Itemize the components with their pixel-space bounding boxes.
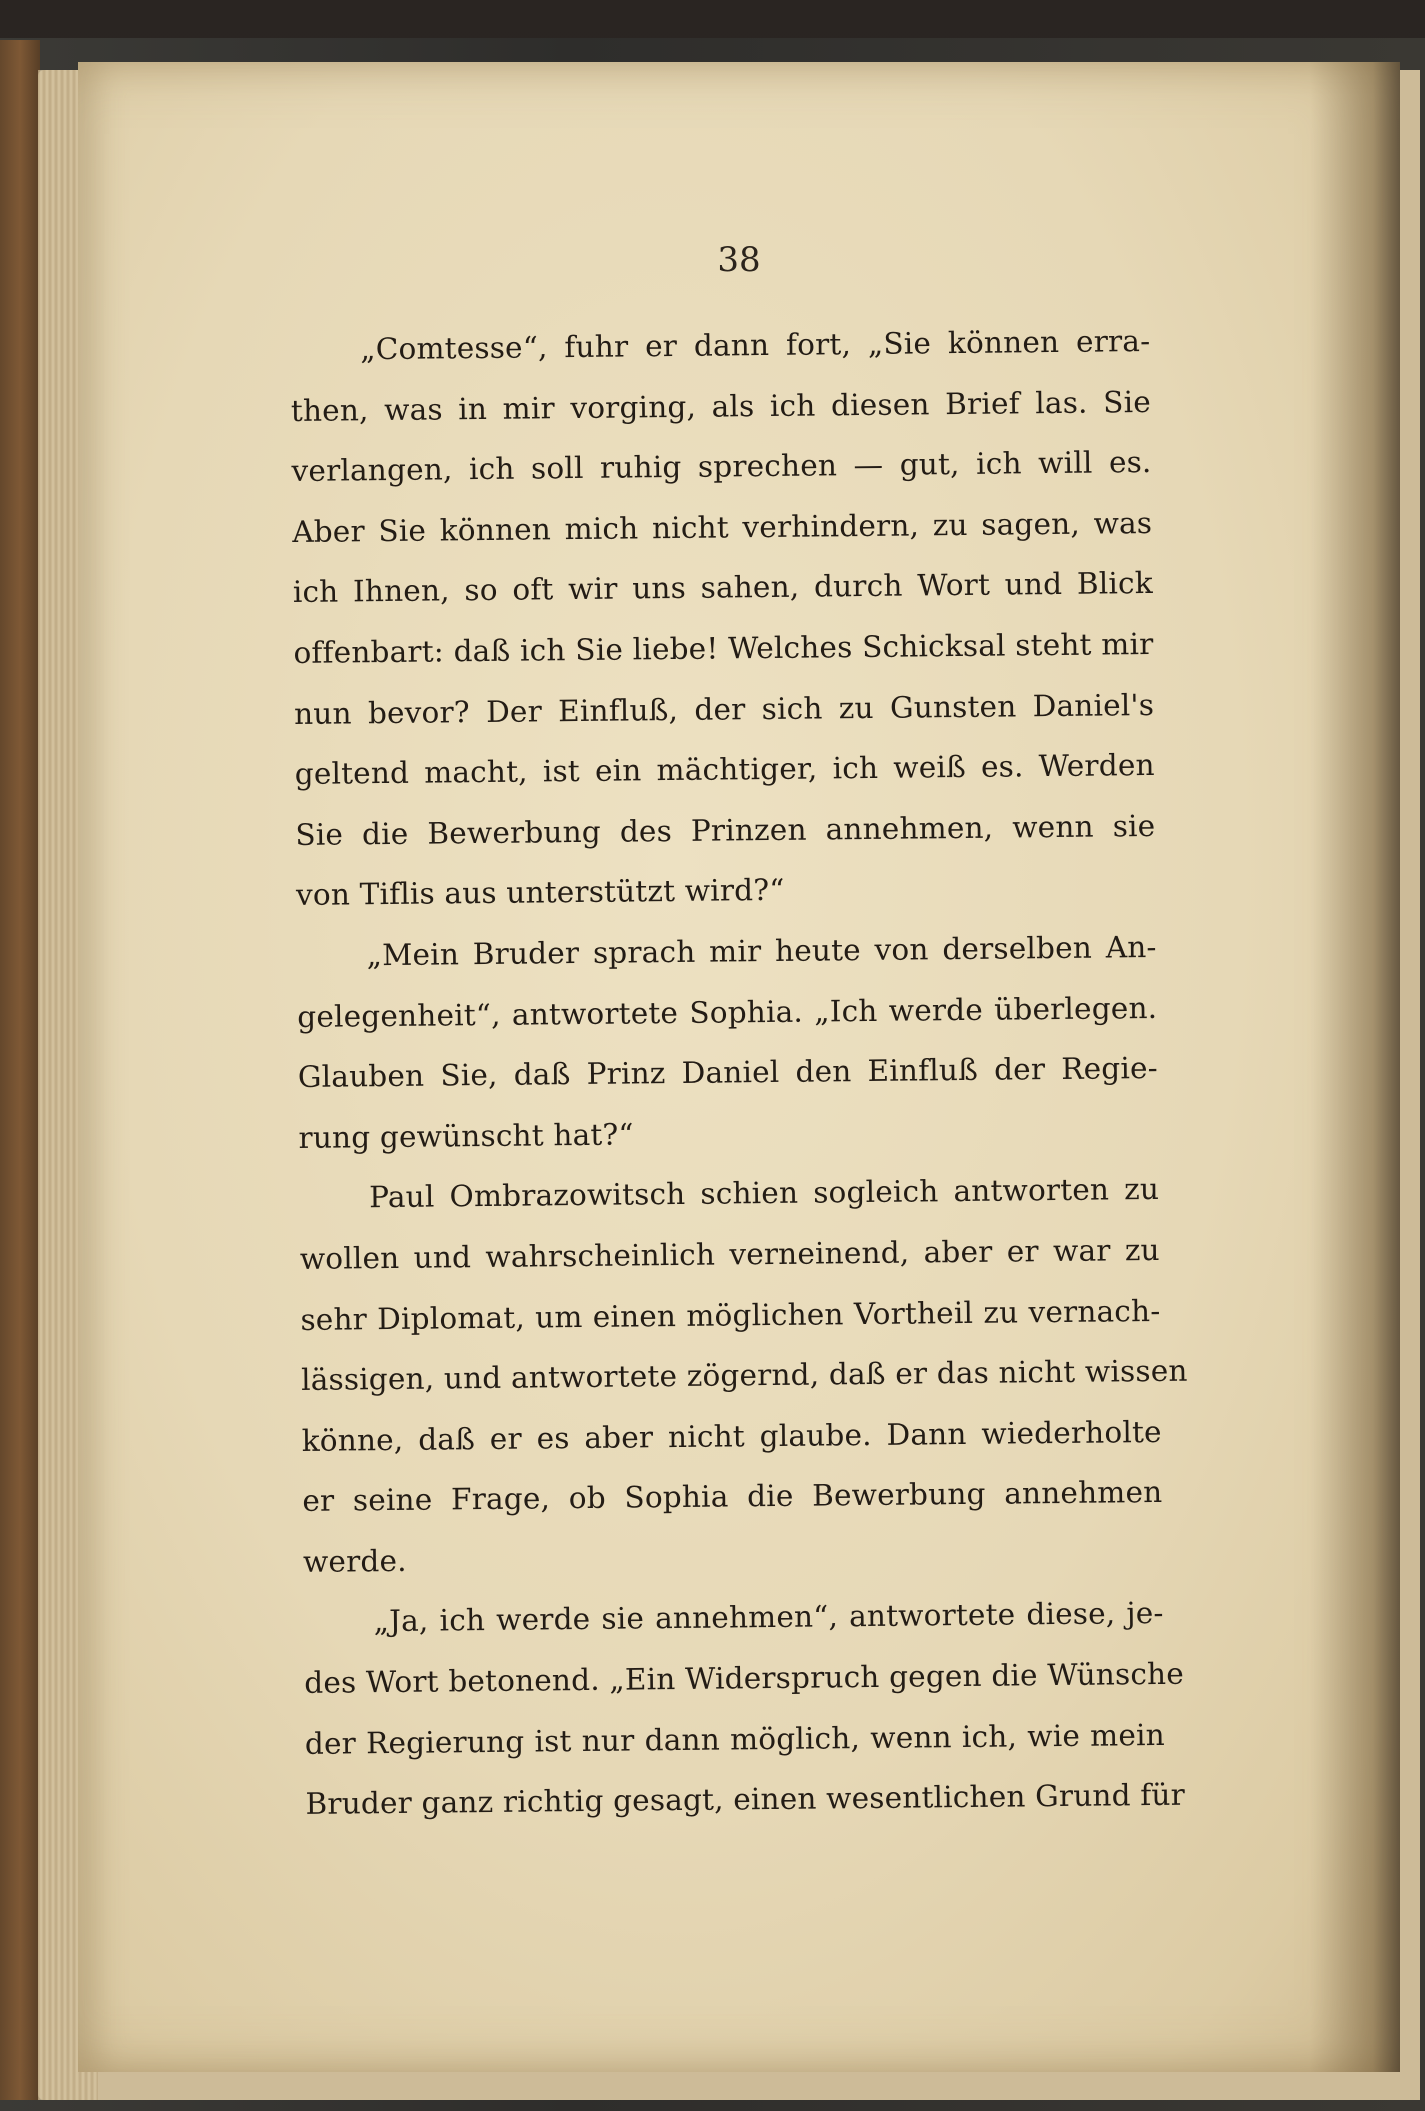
text-line: Paul Ombrazowitsch schien sogleich antworten zu — [369, 1172, 1160, 1215]
text-line: geltend macht, ist ein mächtiger, ich weiß es. Werden — [294, 748, 1155, 792]
text-line: werde. — [302, 1543, 407, 1579]
text-line: then, was in mir vorging, als ich diesen Brief las. Sie — [290, 384, 1152, 428]
cover-edge — [0, 40, 40, 2100]
text-line: „Mein Bruder sprach mir heute von derselben An- — [366, 929, 1157, 973]
spine-shadow — [1310, 62, 1400, 2072]
page-body — [290, 311, 1188, 1835]
text-line: er seine Frage, ob Sophia die Bewerbung annehmen — [302, 1475, 1163, 1519]
text-line: des Wort betonend. „Ein Widerspruch gegen die Wünsche — [304, 1656, 1185, 1700]
text-line: von Tiflis aus unterstützt wird?“ — [295, 873, 785, 913]
text-line: Bruder ganz richtig gesagt, einen wesentlichen Grund für — [305, 1777, 1186, 1822]
text-line: ich Ihnen, so oft wir uns sahen, durch Wort und Blick — [292, 566, 1153, 610]
text-line: Aber Sie können mich nicht verhindern, zu sagen, was — [292, 505, 1153, 549]
text-line: Glauben Sie, daß Prinz Daniel den Einfluß der Regie- — [297, 1051, 1159, 1095]
text-line: Sie die Bewerbung des Prinzen annehmen, wenn sie — [295, 808, 1156, 852]
text-line: könne, daß er es aber nicht glaube. Dann wiederholte — [301, 1414, 1162, 1458]
text-line: rung gewünscht hat?“ — [298, 1117, 634, 1155]
text-line: der Regierung ist nur dann möglich, wenn ich, wie mein — [304, 1717, 1166, 1761]
text-line: „Comtesse“, fuhr er dann fort, „Sie können erra- — [360, 323, 1151, 367]
page-number: 38 — [717, 240, 761, 280]
text-line: lässigen, und antwortete zögernd, daß er das nicht wissen — [300, 1353, 1188, 1398]
text-line: sehr Diplomat, um einen möglichen Vortheil zu vernach- — [300, 1293, 1161, 1337]
text-line: verlangen, ich soll ruhig sprechen — gut, ich will es. — [291, 445, 1152, 489]
text-line: „Ja, ich werde sie annehmen“, antwortete diese, je- — [373, 1596, 1164, 1639]
text-line: nun bevor? Der Einfluß, der sich zu Gunsten Daniel's — [293, 687, 1155, 731]
text-line: wollen und wahrscheinlich verneinend, aber er war zu — [299, 1232, 1160, 1276]
book-page — [78, 62, 1400, 2072]
text-line: gelegenheit“, antwortete Sophia. „Ich werde überlegen. — [297, 990, 1158, 1034]
text-line: offenbart: daß ich Sie liebe! Welches Schicksal steht mir — [293, 626, 1154, 670]
